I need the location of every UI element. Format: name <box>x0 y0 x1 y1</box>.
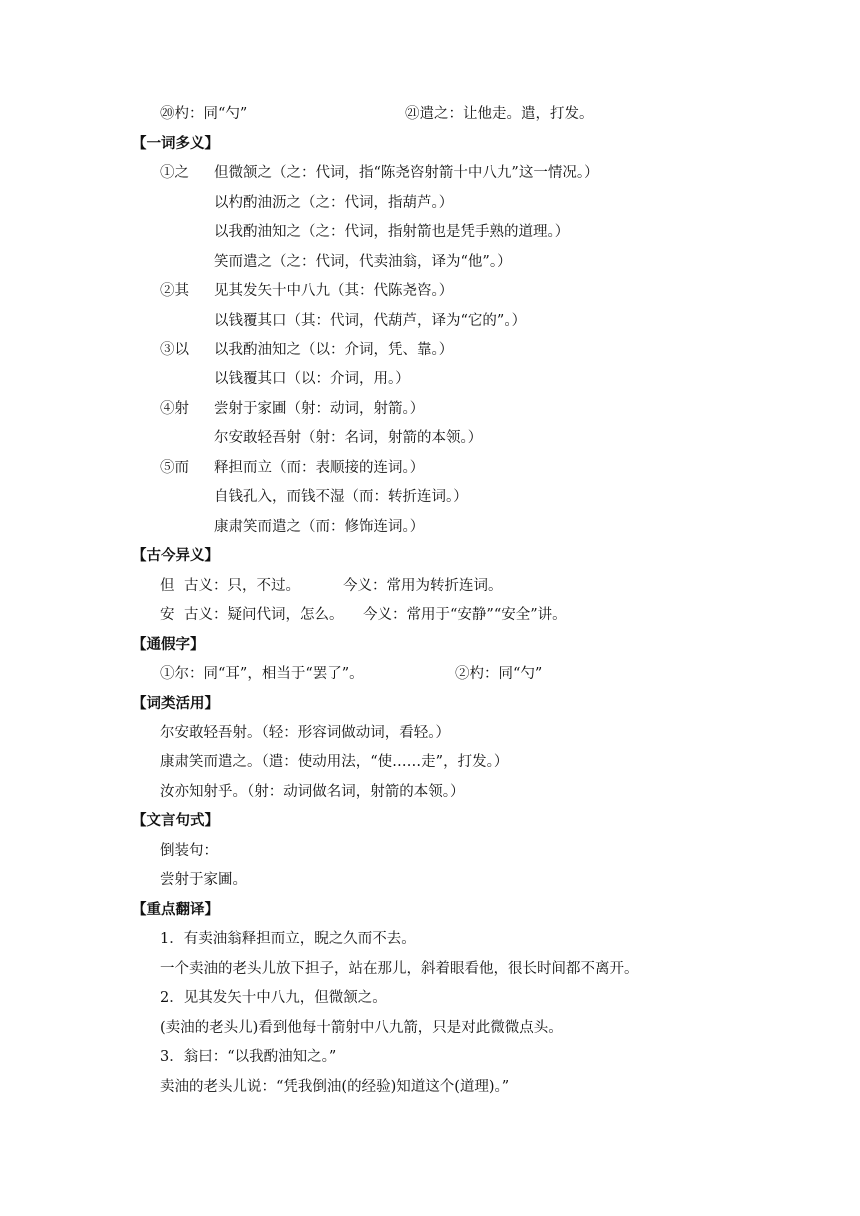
polysemy-item: 以我酌油知之（以：介词，凭、靠。） <box>214 342 454 358</box>
translation-line: 2．见其发矢十中八九，但微颔之。 <box>160 990 387 1006</box>
polysemy-item: 以杓酌油沥之（之：代词，指葫芦。） <box>214 195 454 211</box>
word-class-item: 尔安敢轻吾射。（轻：形容词做动词，看轻。） <box>160 725 450 741</box>
polysemy-heading: 【一词多义】 <box>132 135 219 152</box>
polysemy-item: 以钱覆其口（以：介词，用。） <box>214 371 410 387</box>
polysemy-item: 自钱孔入，而钱不湿（而：转折连词。） <box>214 489 468 505</box>
polysemy-item: 释担而立（而：表顺接的连词。） <box>214 460 425 476</box>
sentence-pattern-item: 尝射于家圃。 <box>160 872 247 888</box>
polysemy-item: 笑而遣之（之：代词，代卖油翁，译为“他”。） <box>214 254 512 270</box>
ancient-modern-word: 安 <box>160 607 175 623</box>
polysemy-char-zhi: ①之 <box>160 165 189 181</box>
translation-heading: 【重点翻译】 <box>132 901 219 918</box>
polysemy-char-yi: ③以 <box>160 342 189 358</box>
translation-line: 一个卖油的老头儿放下担子，站在那儿，斜着眼看他，很长时间都不离开。 <box>160 961 639 977</box>
tongjia-item: ②杓：同“勺” <box>455 666 543 682</box>
polysemy-item: 康肃笑而遣之（而：修饰连词。） <box>214 519 425 535</box>
translation-line: 卖油的老头儿说：“凭我倒油(的经验)知道这个(道理)。” <box>160 1079 510 1095</box>
polysemy-item: 以我酌油知之（之：代词，指射箭也是凭手熟的道理。） <box>214 224 570 240</box>
word-class-heading: 【词类活用】 <box>132 695 219 712</box>
sentence-patterns-heading: 【文言句式】 <box>132 812 219 829</box>
polysemy-item: 以钱覆其口（其：代词，代葫芦，译为“它的”。） <box>214 313 527 329</box>
polysemy-item: 尝射于家圃（射：动词，射箭。） <box>214 401 425 417</box>
polysemy-item: 见其发矢十中八九（其：代陈尧咨。） <box>214 283 454 299</box>
translation-line: (卖油的老头儿)看到他每十箭射中八九箭，只是对此微微点头。 <box>160 1020 563 1036</box>
translation-line: 1．有卖油翁释担而立，睨之久而不去。 <box>160 931 416 947</box>
polysemy-char-qi: ②其 <box>160 283 189 299</box>
note-21: ㉑遣之：让他走。遣，打发。 <box>405 106 594 122</box>
polysemy-char-er: ⑤而 <box>160 460 189 476</box>
polysemy-item: 尔安敢轻吾射（射：名词，射箭的本领。） <box>214 430 483 446</box>
polysemy-char-she: ④射 <box>160 401 189 417</box>
sentence-pattern-item: 倒装句： <box>160 843 218 859</box>
tongjia-heading: 【通假字】 <box>132 636 205 653</box>
ancient-meaning: 古义：疑问代词，怎么。 <box>184 607 344 623</box>
modern-meaning: 今义：常用为转折连词。 <box>343 578 503 594</box>
note-20: ⑳杓：同“勺” <box>160 106 248 122</box>
polysemy-item: 但微颔之（之：代词，指“陈尧咨射箭十中八九”这一情况。） <box>214 165 599 181</box>
ancient-modern-word: 但 <box>160 578 175 594</box>
ancient-meaning: 古义：只，不过。 <box>184 578 300 594</box>
modern-meaning: 今义：常用于“安静”“安全”讲。 <box>363 607 567 623</box>
tongjia-item: ①尔：同“耳”，相当于“罢了”。 <box>160 666 364 682</box>
ancient-modern-heading: 【古今异义】 <box>132 547 219 564</box>
word-class-item: 汝亦知射乎。（射：动词做名词，射箭的本领。） <box>160 784 465 800</box>
word-class-item: 康肃笑而遣之。（遣：使动用法，“使……走”，打发。） <box>160 754 509 770</box>
translation-line: 3．翁曰：“以我酌油知之。” <box>160 1049 337 1065</box>
